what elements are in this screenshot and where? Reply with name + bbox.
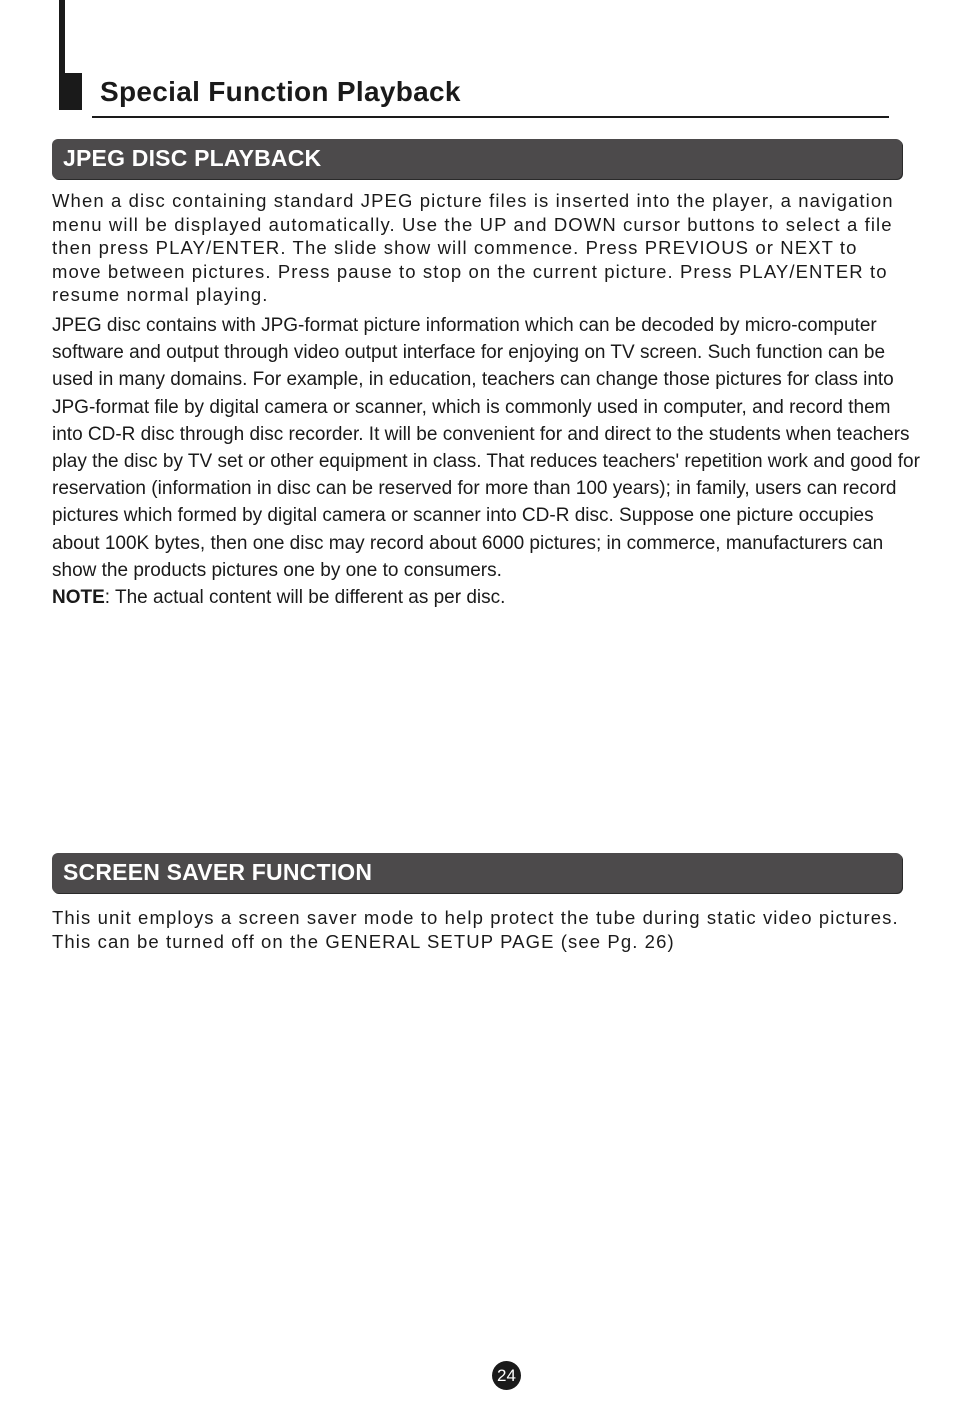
title-underline (92, 116, 889, 118)
jpeg-section-header (52, 139, 902, 179)
screensaver-section-header (52, 853, 902, 893)
page-number-badge: 24 (492, 1361, 521, 1390)
screensaver-section-heading: SCREEN SAVER FUNCTION (63, 859, 373, 885)
jpeg-section-heading: JPEG DISC PLAYBACK (63, 145, 322, 171)
jpeg-intro-paragraph: When a disc containing standard JPEG picture files is inserted into the player, a navigation menu will be displayed automatically. Use the UP and DOWN cursor buttons to select a file then press PLAY/ENTER. The slide show will commence. Press PREVIOUS or NEXT to move between pictures. Press pause to stop on the current picture. Press PLAY/ENTER to resume normal playing. (52, 190, 894, 305)
page-title: Special Function Playback (100, 76, 461, 107)
jpeg-description-paragraph (52, 312, 922, 611)
note-label: NOTE (52, 587, 105, 609)
corner-accent-block (59, 73, 82, 110)
screensaver-paragraph: This unit employs a screen saver mode to help protect the tube during static video pictures. This can be turned off on the GENERAL SETUP PAGE (see Pg. 26) (52, 907, 899, 952)
note-text: : The actual content will be different as per disc. (104, 587, 506, 609)
jpeg-description-text: JPEG disc contains with JPG-format picture information which can be decoded by micro-computer software and output through video output interface for enjoying on TV screen. Such function can be used in many domains. For example, in education, teachers can change those pictures for class into JPG-format file by digital camera or scanner, which is commonly used in computer, and record them into CD-R disc through disc recorder. It will be convenient for and direct to the students when teachers play the disc by TV set or other equipment in class. That reduces teachers' repetition work and good for reservation (information in disc can be reserved for more than 100 years); in family, users can record pictures which formed by digital camera or scanner into CD-R disc. Suppose one picture occupies about 100K bytes, then one disc may record about 6000 pictures; in commerce, manufacturers can show the products pictures one by one to consumers. (52, 315, 920, 581)
